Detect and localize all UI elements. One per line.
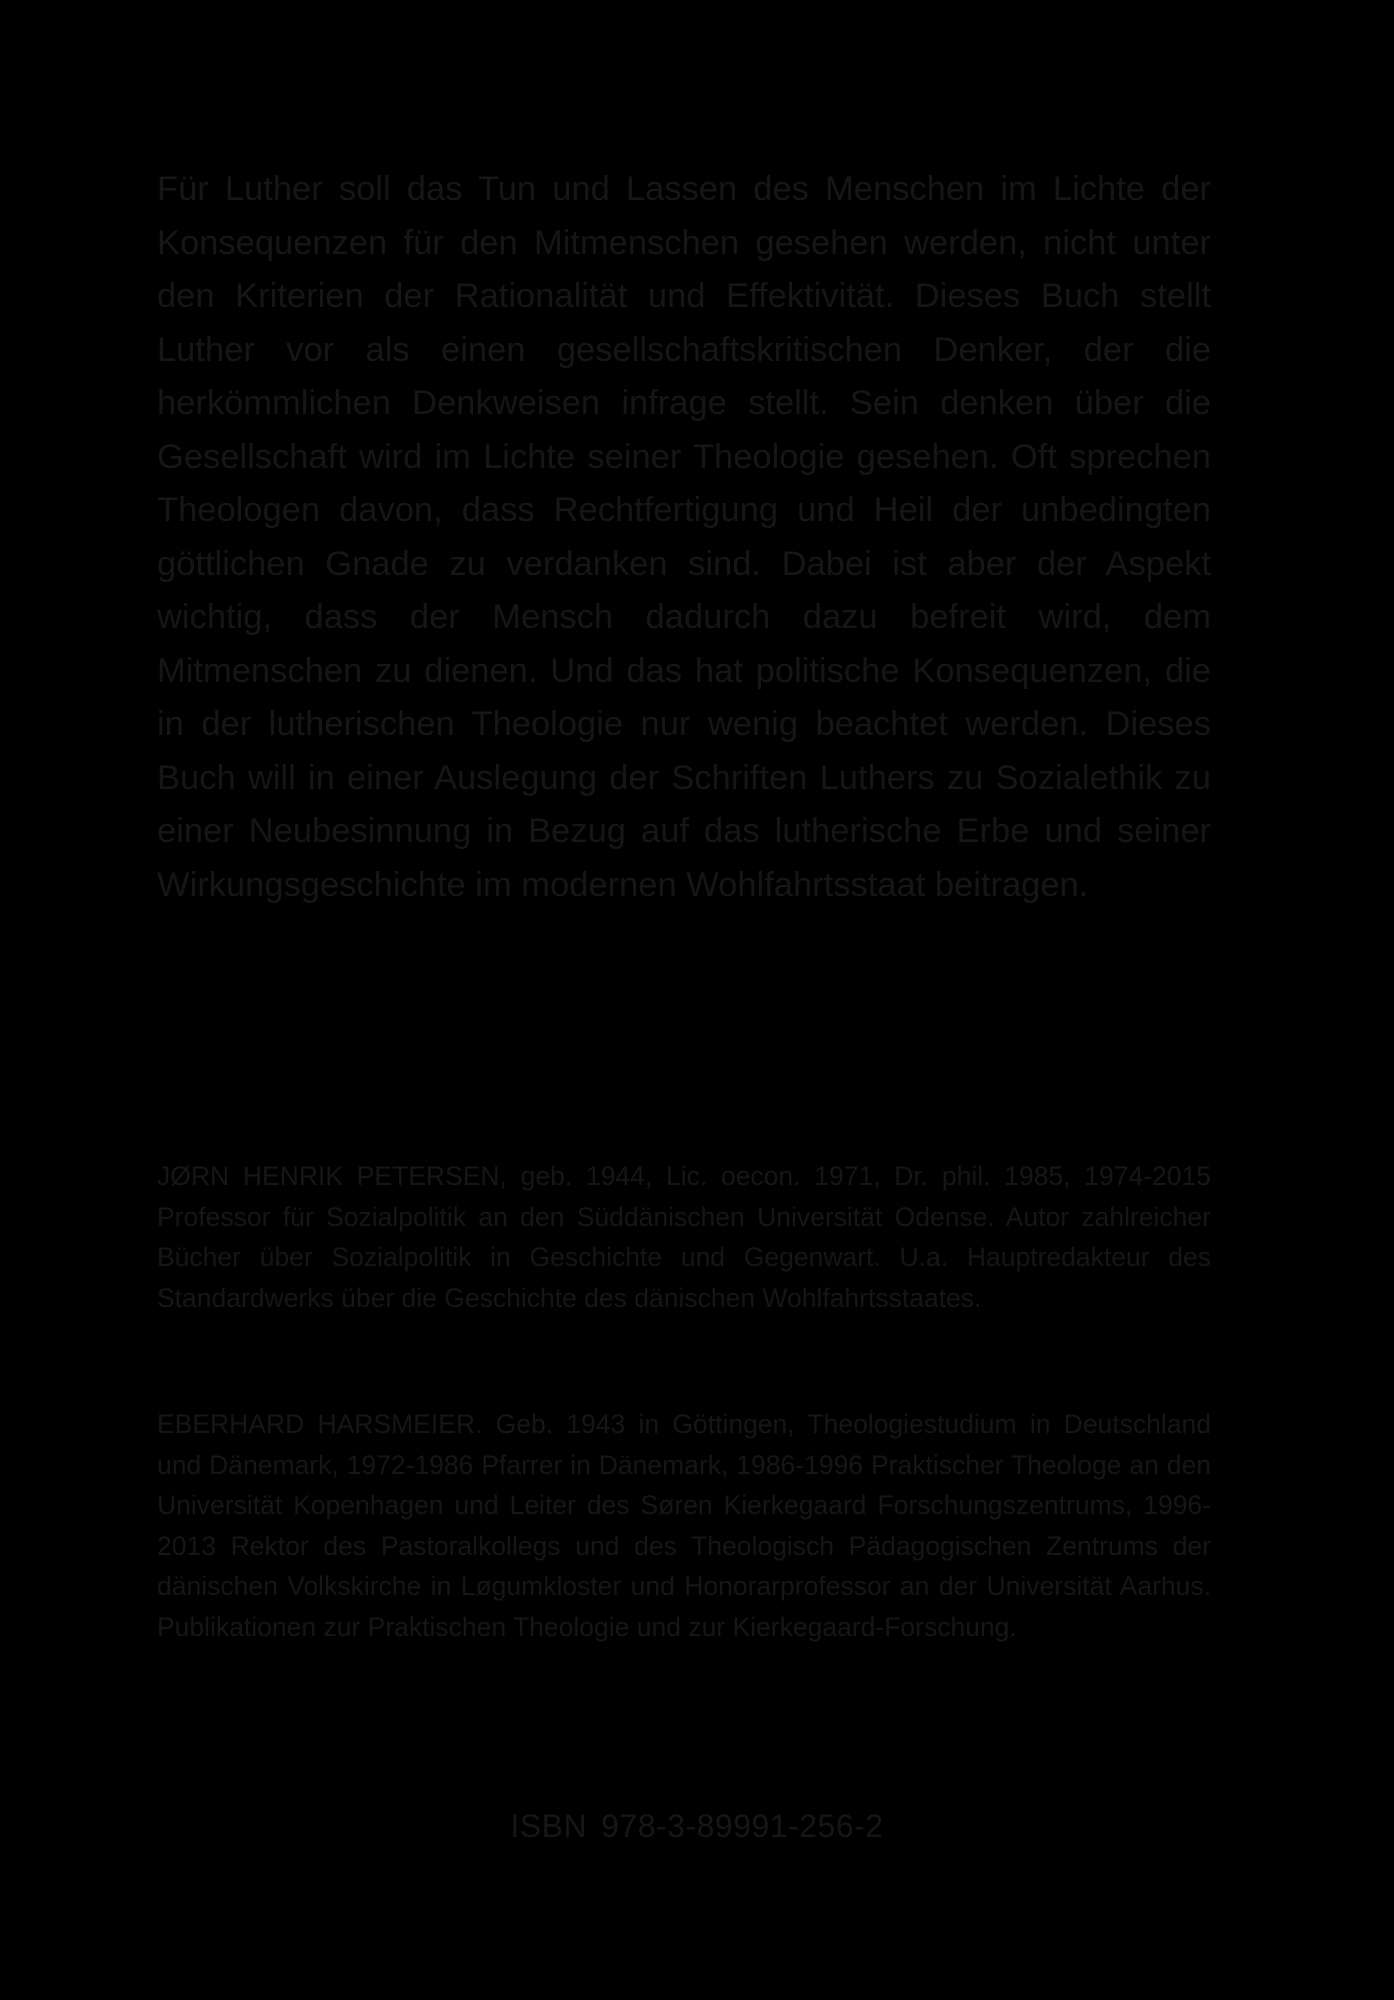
author-bio-harsmeier: EBERHARD HARSMEIER. Geb. 1943 in Göttingen, Theologiestudium in Deutschland und Dänemark, 1972-1986 Pfarrer in Dänemark, 1986-1996 Praktischer Theologe an den Universität Kopenhagen und Leiter des Søren Kierkegaard Forschungszentrums, 1996-2013 Rektor des Pastoralkollegs und des Theologisch Pädagogischen Zentrums der dänischen Volkskirche in Løgumkloster und Honorarprofessor an der Universität Aarhus. Publikationen zur Praktischen Theologie und zur Kierkegaard-Forschung. bbox=[157, 1409, 1211, 1642]
isbn-number: 978-3-89991-256-2 bbox=[601, 1808, 884, 1844]
author-bio-petersen: JØRN HENRIK PETERSEN, geb. 1944, Lic. oecon. 1971, Dr. phil. 1985, 1974-2015 Professor für Sozialpolitik an den Süddänischen Universität Odense. Autor zahlreicher Bücher über Sozialpolitik in Geschichte und Gegenwart. U.a. Hauptredakteur des Standardwerks über die Geschichte des dänischen Wohlfahrtsstaates. bbox=[157, 1161, 1211, 1313]
isbn-label: ISBN bbox=[510, 1808, 588, 1844]
isbn-line bbox=[0, 1806, 1394, 1846]
book-blurb: Für Luther soll das Tun und Lassen des Menschen im Lichte der Konsequenzen für den Mitmenschen gesehen werden, nicht unter den Kriterien der Rationalität und Effektivität. Dieses Buch stellt Luther vor als einen gesellschaftskritischen Denker, der die herkömmlichen Denkweisen infrage stellt. Sein denken über die Gesellschaft wird im Lichte seiner Theologie gesehen. Oft sprechen Theologen davon, dass Rechtfertigung und Heil der unbedingten göttlichen Gnade zu verdanken sind. Dabei ist aber der Aspekt wichtig, dass der Mensch dadurch dazu befreit wird, dem Mitmenschen zu dienen. Und das hat politische Konsequenzen, die in der lutherischen Theologie nur wenig beachtet werden. Dieses Buch will in einer Auslegung der Schriften Luthers zu Sozialethik zu einer Neubesinnung in Bezug auf das lutherische Erbe und seiner Wirkungsgeschichte im modernen Wohlfahrtsstaat beitragen. bbox=[157, 170, 1211, 904]
